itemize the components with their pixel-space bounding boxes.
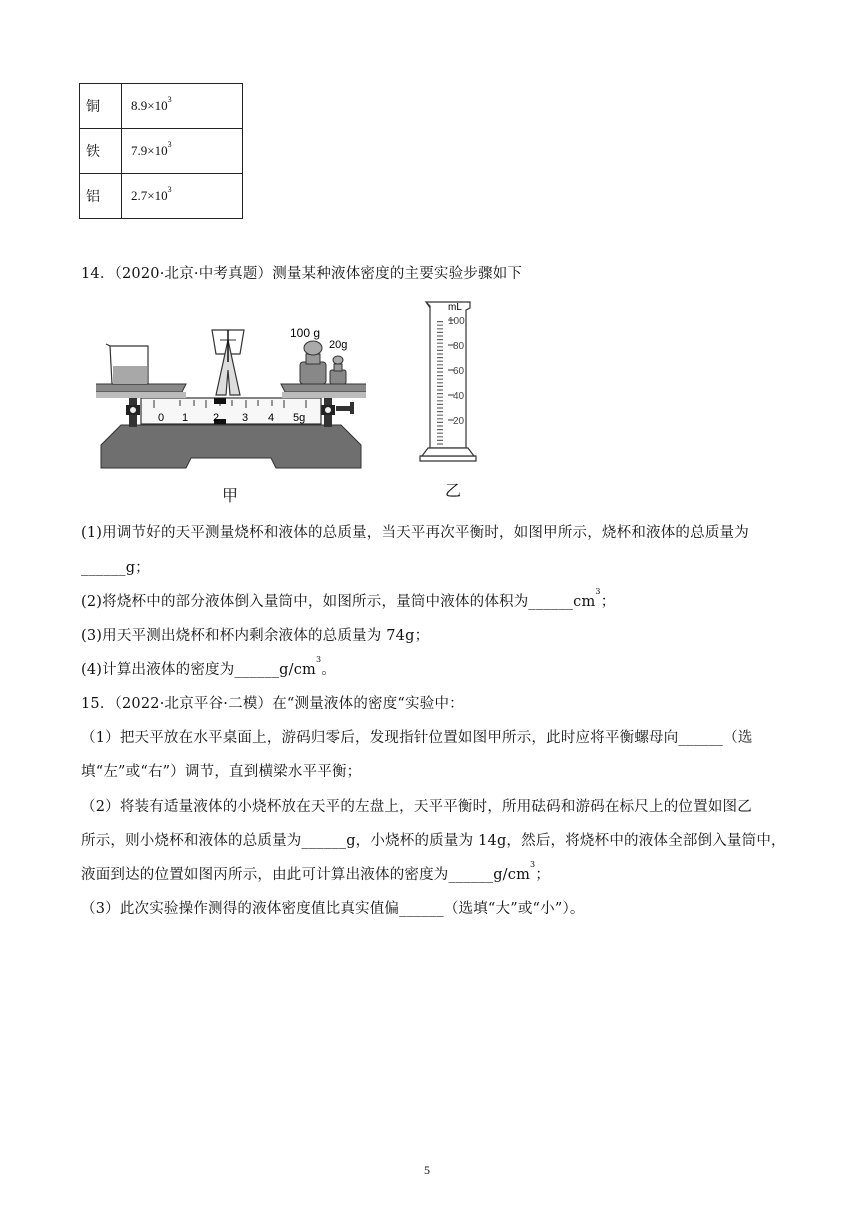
graduated-cylinder-figure xyxy=(418,298,488,463)
table-row xyxy=(80,84,243,129)
q15-part-2b: 所示，则小烧杯和液体的总质量为______g，小烧杯的质量为 14g，然后，将烧杯中的液体全部倒入量筒中， xyxy=(81,833,786,849)
q14-step-1b: ______g； xyxy=(81,560,150,576)
material-cell: 铁 xyxy=(80,129,122,174)
density-value-cell: $8.9\times 10^3$ xyxy=(122,84,243,129)
scale-label: 1 xyxy=(182,412,189,424)
material-cell: 铜 xyxy=(80,84,122,129)
weight-label-100g: 100 g xyxy=(290,326,321,340)
page-number: 5 xyxy=(424,1163,430,1177)
q14-step-3: (3)用天平测出烧杯和杯内剩余液体的总质量为 74g； xyxy=(81,628,430,644)
figure-caption-jia: 甲 xyxy=(222,486,239,505)
scale-label: 4 xyxy=(268,412,275,424)
density-table xyxy=(79,83,243,219)
q14-step-1a: (1)用调节好的天平测量烧杯和液体的总质量，当天平再次平衡时，如图甲所示，烧杯和液体的总质量为 xyxy=(81,525,749,541)
cylinder-tick-label: 40 xyxy=(453,391,465,402)
q15-part-1a: （1）把天平放在水平桌面上，游码归零后，发现指针位置如图甲所示，此时应将平衡螺母向______（选 xyxy=(81,730,753,746)
q15-part-2c: 液面到达的位置如图丙所示，由此可计算出液体的密度为$\_\_\_\_\_\_g/cm^3$； xyxy=(81,860,551,883)
figure-caption-yi: 乙 xyxy=(445,481,462,500)
q14-step-2: (2)将烧杯中的部分液体倒入量筒中，如图所示，量筒中液体的体积为$\_\_\_\_\_\_cm^3$； xyxy=(81,587,616,610)
question-15-title: 15．（2022·北京平谷·二模）在“测量液体的密度“实验中： xyxy=(81,696,464,712)
cylinder-tick-label: 80 xyxy=(453,341,465,352)
scale-label: 2 xyxy=(213,412,220,424)
density-value-cell: $2.7\times 10^3$ xyxy=(122,174,243,219)
scale-label: 3 xyxy=(242,412,249,424)
table-row xyxy=(80,174,243,219)
cylinder-tick-label: 20 xyxy=(453,416,465,427)
cylinder-tick-label: 60 xyxy=(453,366,465,377)
question-14-title: 14．（2020·北京·中考真题）测量某种液体密度的主要实验步骤如下 xyxy=(81,266,523,282)
density-value-cell: $7.9\times 10^3$ xyxy=(122,129,243,174)
weight-label-20g: 20g xyxy=(329,339,348,351)
cylinder-unit: mL xyxy=(448,302,462,313)
scale-label: 0 xyxy=(158,412,165,424)
balance-figure xyxy=(96,300,366,470)
q14-step-4: (4)计算出液体的密度为$\_\_\_\_\_\_g/cm^3$。 xyxy=(81,655,336,678)
q15-part-3: （3）此次实验操作测得的液体密度值比真实值偏______（选填“大”或“小”）。 xyxy=(81,901,585,917)
q15-part-2a: （2）将装有适量液体的小烧杯放在天平的左盘上，天平平衡时，所用砝码和游码在标尺上的位置如图乙 xyxy=(81,799,752,815)
cylinder-tick-label: 100 xyxy=(448,316,465,327)
scale-label: 5g xyxy=(293,412,306,424)
material-cell: 铝 xyxy=(80,174,122,219)
table-row xyxy=(80,129,243,174)
q15-part-1b: 填“左”或“右”）调节，直到横梁水平平衡； xyxy=(81,764,362,780)
